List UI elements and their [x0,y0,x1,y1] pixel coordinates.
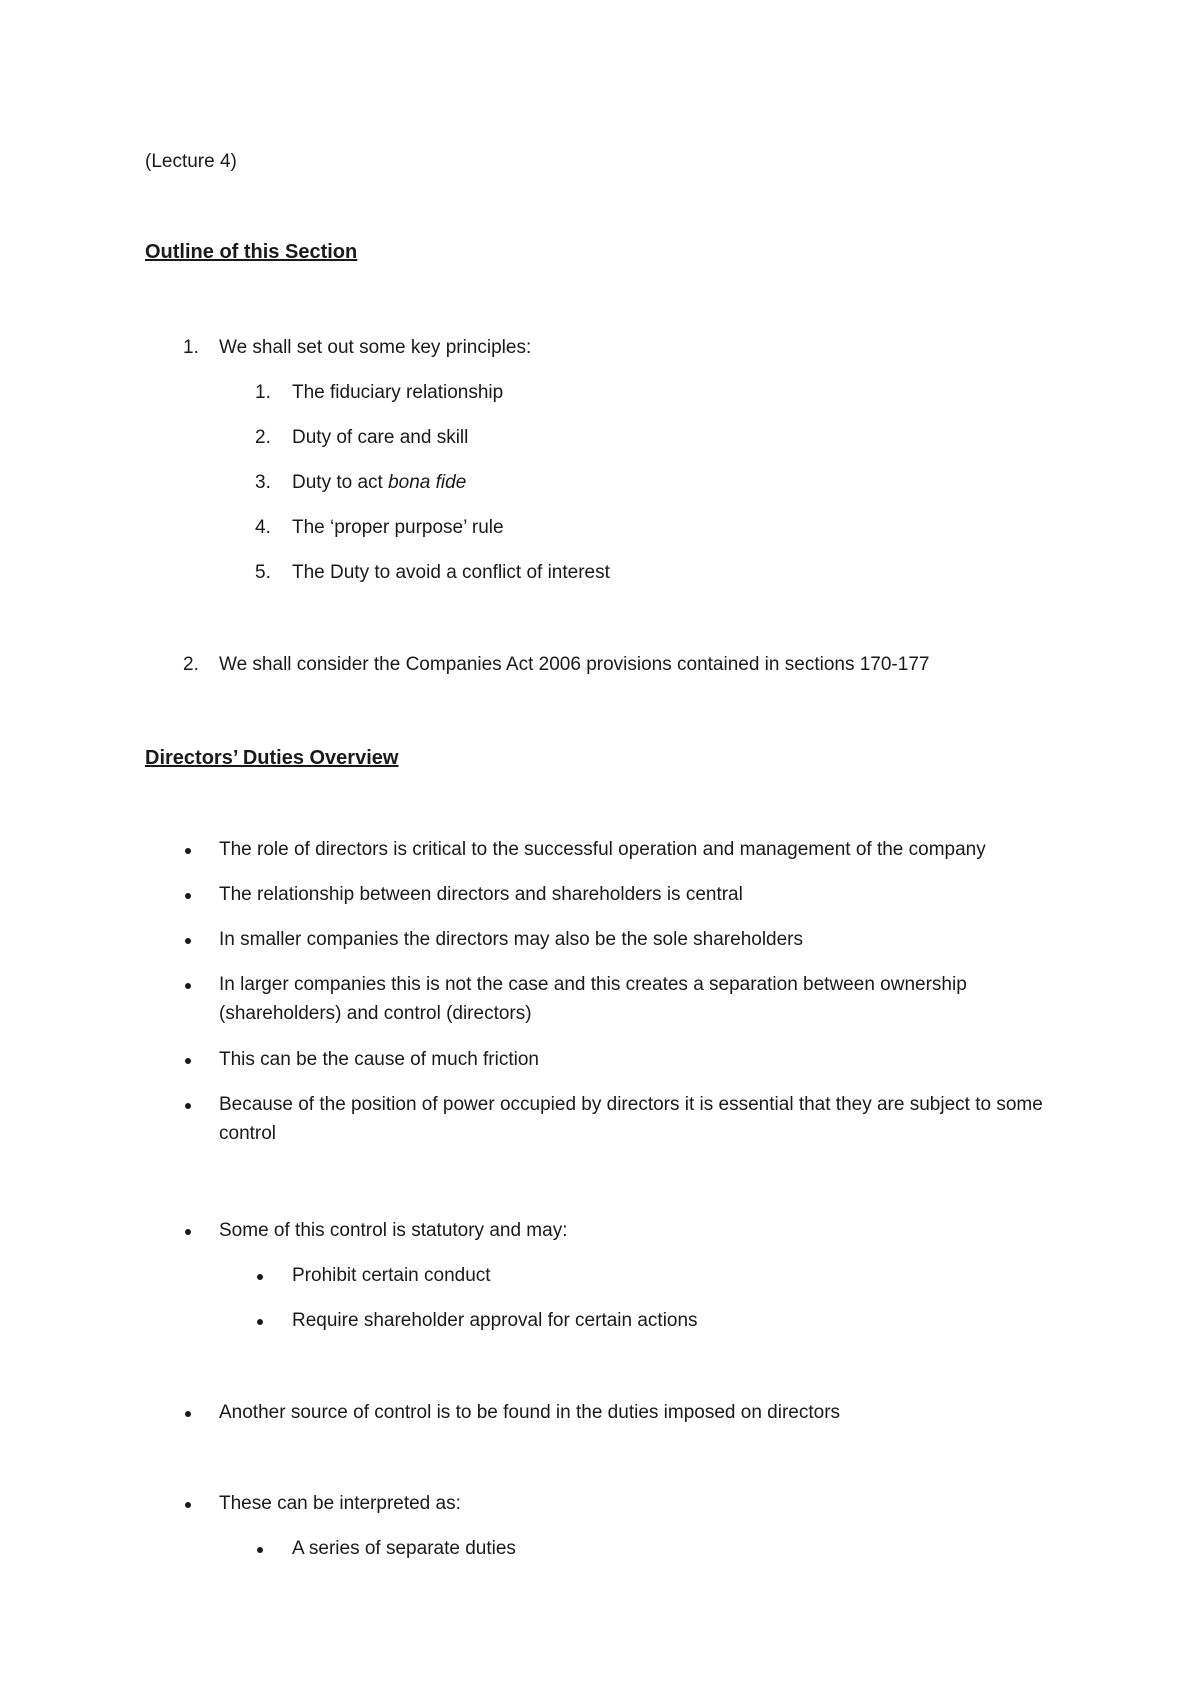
subitem-3-text-italic: bona fide [388,472,467,493]
bullet-2-dot [185,893,191,899]
statutory-subbullet-2-dot [257,1319,263,1325]
bullet-3-dot [185,938,191,944]
interpreted-subbullet-1-dot [257,1547,263,1553]
bullet-9-dot [185,1502,191,1508]
subitem-2-number: 2. [255,427,271,448]
overview-heading: Directors’ Duties Overview [145,747,399,769]
subitem-1-number: 1. [255,382,271,403]
lecture-label: (Lecture 4) [145,151,237,172]
outline-heading: Outline of this Section [145,241,358,263]
statutory-subbullet-1-dot [257,1274,263,1280]
bullet-2-text: The relationship between directors and shareholders is central [219,884,743,905]
bullet-8-dot [185,1411,191,1417]
bullet-3-text: In smaller companies the directors may also be the sole shareholders [219,929,804,950]
subitem-3-number: 3. [255,472,271,493]
bullet-1-text: The role of directors is critical to the successful operation and management of the company [219,839,986,860]
interpreted-subbullet-1-text: A series of separate duties [292,1538,516,1559]
bullet-5-text: This can be the cause of much friction [219,1049,539,1070]
statutory-subbullet-1-text: Prohibit certain conduct [292,1265,491,1286]
bullet-7-text: Some of this control is statutory and may: [219,1220,568,1241]
bullet-5-dot [185,1058,191,1064]
bullet-6-text: Because of the position of power occupied by directors it is essential that they are subject to some control [219,1094,1043,1144]
subitem-4-text: The ‘proper purpose’ rule [292,517,504,538]
bullet-1-dot [185,848,191,854]
outline-item-2-number: 2. [183,654,199,675]
subitem-5-text: The Duty to avoid a conflict of interest [292,562,610,583]
outline-item-1-text: We shall set out some key principles: [219,337,532,358]
bullet-7-dot [185,1229,191,1235]
bullet-4-dot [185,983,191,989]
subitem-3-text-prefix: Duty to act [292,472,389,493]
subitem-2-text: Duty of care and skill [292,427,469,448]
subitem-3-text [292,473,466,492]
bullet-4-text: In larger companies this is not the case and this creates a separation between ownership (shareholders) and control (directors) [219,974,967,1024]
subitem-1-text: The fiduciary relationship [292,382,504,403]
outline-item-2-text: We shall consider the Companies Act 2006 provisions contained in sections 170-177 [219,654,930,675]
subitem-5-number: 5. [255,562,271,583]
bullet-8-text: Another source of control is to be found in the duties imposed on directors [219,1402,841,1423]
bullet-9-text: These can be interpreted as: [219,1493,461,1514]
bullet-6-dot [185,1103,191,1109]
outline-item-1-number: 1. [183,337,199,358]
statutory-subbullet-2-text: Require shareholder approval for certain actions [292,1310,698,1331]
subitem-4-number: 4. [255,517,271,538]
